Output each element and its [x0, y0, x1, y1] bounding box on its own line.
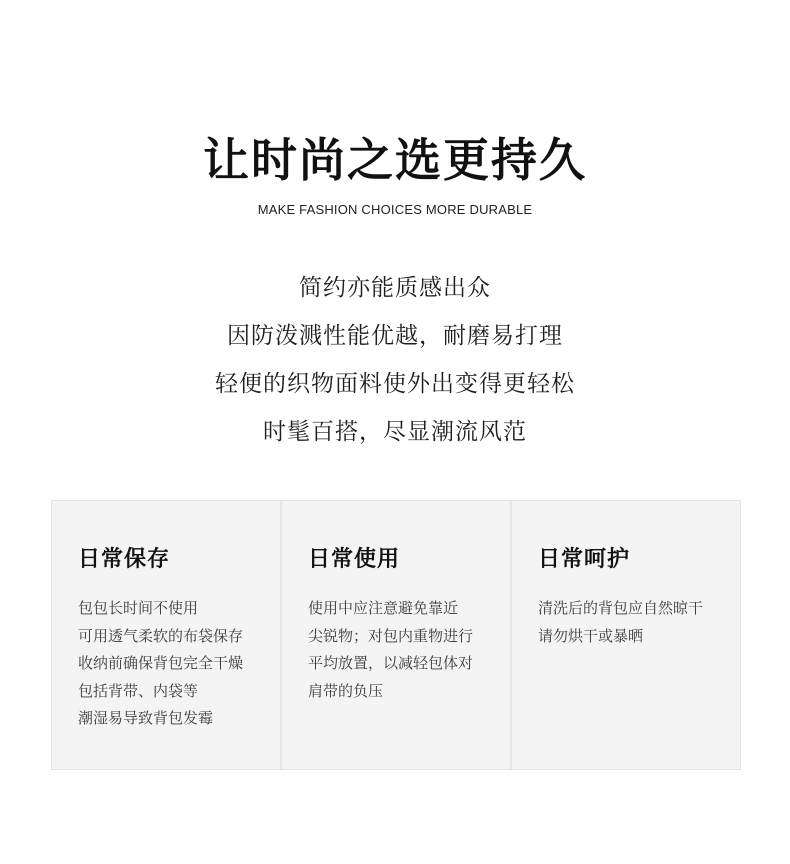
card-line: 请勿烘干或暴晒 — [538, 626, 644, 645]
tagline-list — [0, 264, 790, 456]
tagline: 时髦百搭，尽显潮流风范 — [263, 419, 527, 445]
card-line: 包括背带、内袋等 — [78, 681, 199, 700]
page-title: 让时尚之选更持久 — [203, 133, 587, 187]
card-line: 肩带的负压 — [308, 681, 384, 700]
page-subtitle: MAKE FASHION CHOICES MORE DURABLE — [257, 202, 533, 217]
card-line: 包包长时间不使用 — [78, 599, 199, 617]
card-title: 日常使用 — [308, 547, 401, 572]
care-card-storage — [52, 501, 282, 769]
card-line: 平均放置，以减轻包体对 — [308, 654, 474, 672]
card-line: 可用透气柔软的布袋保存 — [78, 626, 244, 645]
card-title: 日常保存 — [78, 547, 171, 572]
card-line: 使用中应注意避免靠近 — [308, 599, 459, 617]
care-card-usage — [282, 501, 512, 769]
tagline: 因防泼溅性能优越，耐磨易打理 — [227, 323, 563, 349]
tagline: 简约亦能质感出众 — [299, 275, 491, 301]
card-title: 日常呵护 — [538, 547, 631, 572]
tagline: 轻便的织物面料使外出变得更轻松 — [215, 371, 575, 397]
card-line: 潮湿易导致背包发霉 — [78, 709, 214, 727]
card-line: 清洗后的背包应自然晾干 — [538, 599, 704, 617]
card-line: 收纳前确保背包完全干燥 — [78, 654, 244, 672]
care-cards-panel — [51, 500, 741, 770]
card-text — [308, 595, 510, 705]
card-text — [538, 595, 740, 650]
card-text — [78, 595, 280, 733]
card-line: 尖锐物；对包内重物进行 — [308, 626, 474, 645]
care-card-maintenance — [512, 501, 740, 769]
